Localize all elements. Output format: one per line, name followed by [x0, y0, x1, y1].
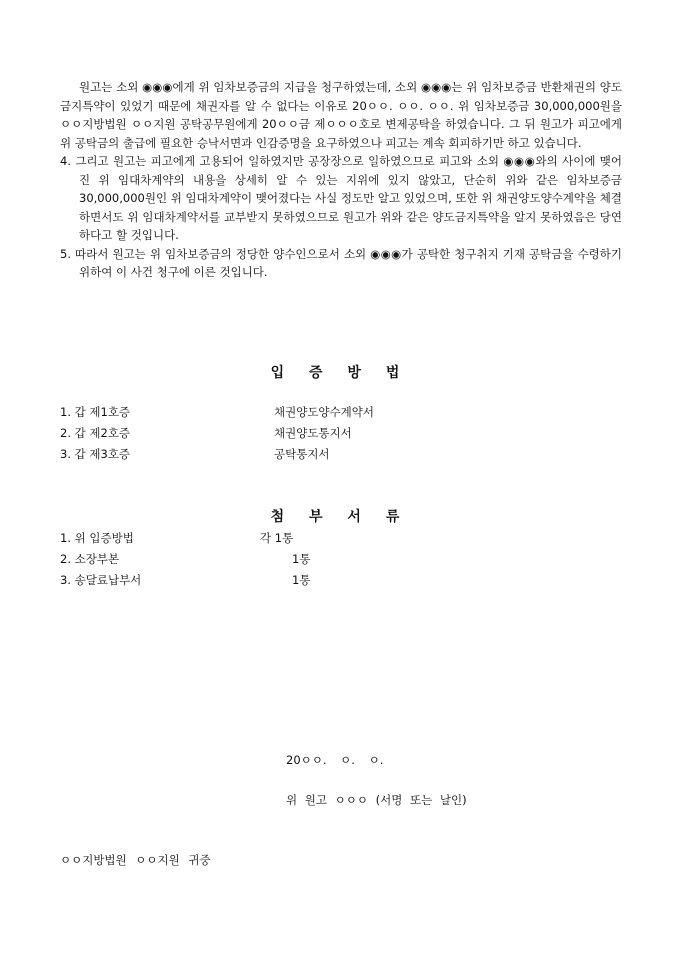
attachment-label: 3. 송달료납부서 — [60, 573, 142, 587]
attachment-label: 1. 위 입증방법 — [60, 531, 134, 545]
attachment-value: 각 1통 — [260, 531, 294, 545]
attachment-row — [60, 530, 560, 548]
evidence-label: 2. 갑 제2호증 — [60, 426, 131, 440]
attachment-label: 2. 소장부본 — [60, 552, 120, 566]
court-addressee: ㅇㅇ지방법원 ㅇㅇ지원 귀중 — [60, 853, 211, 867]
evidence-value: 공탁통지서 — [274, 447, 330, 461]
paragraph-4: 4. 그리고 원고는 피고에게 고용되어 일하였지만 공장장으로 일하였으므로 피고와 소외 ◉◉◉와의 사이에 맺어진 위 임대차계약의 내용을 상세히 알 수 있는 지위에 있지 않았고, 단순히 위와 같은 임차보증금 30,000,000원인 위 임대차계약이 맺어졌다는 사실 정도만 알고 있었으며, 또한 위 채권양도양수계약을 체결하면서도 위 임대차계약서를 교부받지 못하였으므로 원고가 위와 같은 양도금지특약을 알지 못하였음은 당연하다고 할 것입니다. — [60, 154, 622, 242]
attachment-value: 1통 — [292, 552, 311, 566]
evidence-value: 채권양도양수계약서 — [274, 405, 374, 419]
paragraph-5: 5. 따라서 원고는 위 임차보증금의 정당한 양수인으로서 소외 ◉◉◉가 공탁한 청구취지 기재 공탁금을 수령하기 위하여 이 사건 청구에 이른 것입니다. — [60, 246, 622, 279]
filing-date: 20ㅇㅇ. ㅇ. ㅇ. — [286, 753, 384, 767]
evidence-row — [60, 425, 560, 443]
paragraph-3-continued: 원고는 소외 ◉◉◉에게 위 임차보증금의 지급을 청구하였는데, 소외 ◉◉◉는 위 임차보증금 반환채권의 양도금지특약이 있었기 때문에 채권자를 알 수 없다는 이유로 20ㅇㅇ. ㅇㅇ. ㅇㅇ. 위 임차보증금 30,000,000원을 ㅇㅇ지방법원 ㅇㅇ지원 공탁공무원에게 20ㅇㅇ금 제ㅇㅇㅇ호로 변제공탁을 하였습니다. 그 뒤 원고가 피고에게 위 공탁금의 출급에 필요한 승낙서면과 인감증명을 요구하였으나 피고는 계속 회피하기만 하고 있습니다. — [60, 80, 622, 150]
plaintiff-signature-line: 위 원고 ㅇㅇㅇ (서명 또는 날인) — [286, 793, 467, 807]
evidence-row — [60, 446, 560, 464]
attachment-value: 1통 — [292, 573, 311, 587]
attachment-row — [60, 551, 560, 569]
evidence-row — [60, 404, 560, 422]
evidence-label: 3. 갑 제3호증 — [60, 447, 131, 461]
attachment-row — [60, 572, 560, 590]
evidence-heading: 입 증 방 법 — [270, 365, 410, 381]
attachments-heading: 첨 부 서 류 — [270, 509, 410, 525]
evidence-value: 채권양도통지서 — [274, 426, 352, 440]
evidence-label: 1. 갑 제1호증 — [60, 405, 131, 419]
claim-reasons-body — [60, 78, 622, 282]
